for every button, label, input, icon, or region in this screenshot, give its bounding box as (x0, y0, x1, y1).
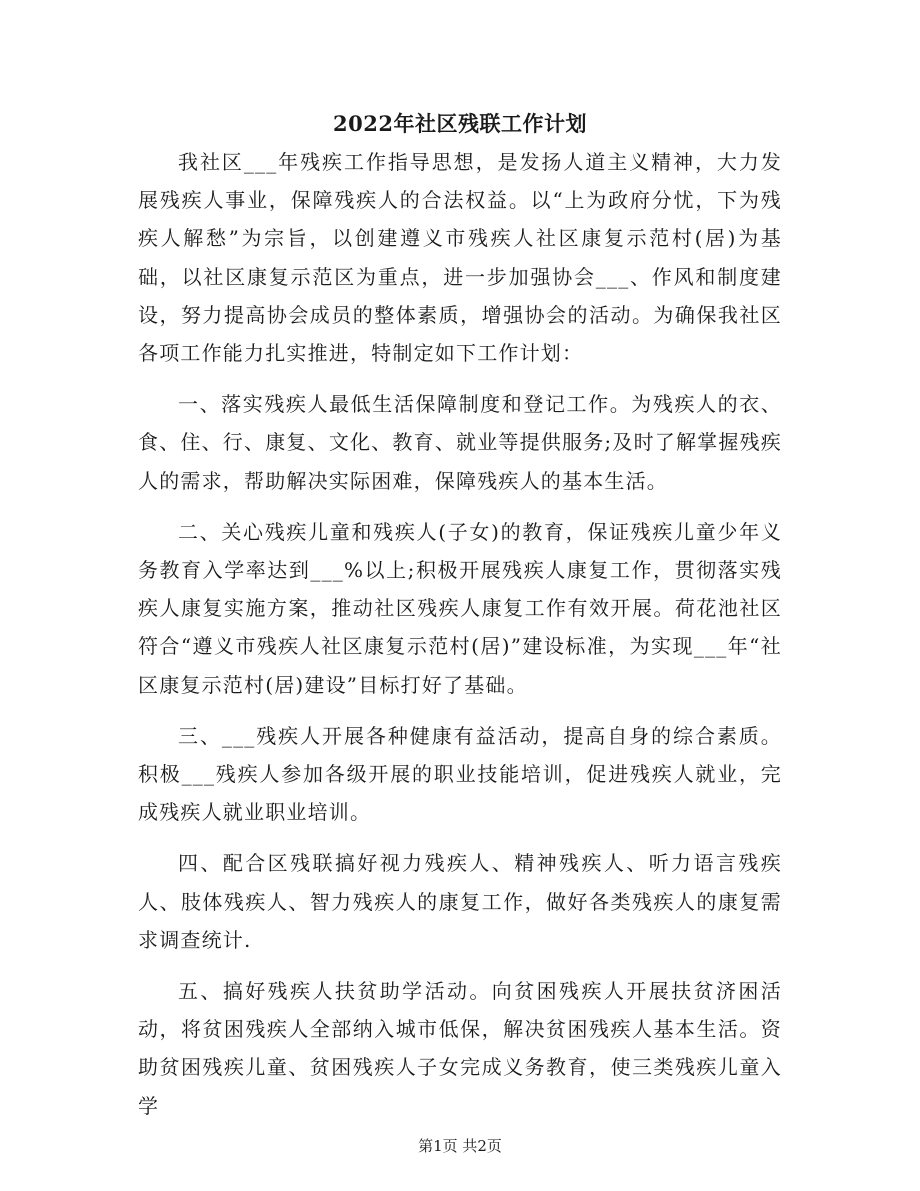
document-body (138, 143, 782, 1138)
paragraph-item-5: 五、搞好残疾人扶贫助学活动。向贫困残疾人开展扶贫济困活动，将贫困残疾人全部纳入城市低保，解决贫困残疾人基本生活。资助贫困残疾儿童、贫困残疾人子女完成义务教育，使三类残疾儿童入学 (138, 979, 782, 1118)
document-title: 2022年社区残联工作计划 (333, 111, 587, 136)
paragraph-intro: 我社区___年残疾工作指导思想，是发扬人道主义精神，大力发展残疾人事业，保障残疾人的合法权益。以“上为政府分忧，下为残疾人解愁”为宗旨，以创建遵义市残疾人社区康复示范村(居)为基础，以社区康复示范区为重点，进一步加强协会___、作风和制度建设，努力提高协会成员的整体素质，增强协会的活动。为确保我社区各项工作能力扎实推进，特制定如下工作计划： (138, 150, 782, 366)
paragraph-item-2: 二、关心残疾儿童和残疾人(子女)的教育，保证残疾儿童少年义务教育入学率达到___%以上;积极开展残疾人康复工作，贯彻落实残疾人康复实施方案，推动社区残疾人康复工作有效开展。荷花池社区符合“遵义市残疾人社区康复示范村(居)”建设标准，为实现___年“社区康复示范村(居)建设”目标打好了基础。 (138, 519, 782, 697)
paragraph-item-3: 三、___残疾人开展各种健康有益活动，提高自身的综合素质。积极___残疾人参加各级开展的职业技能培训，促进残疾人就业，完成残疾人就业职业培训。 (138, 723, 782, 825)
page-number: 第1页 共2页 (418, 1137, 502, 1155)
paragraph-item-4: 四、配合区残联搞好视力残疾人、精神残疾人、听力语言残疾人、肢体残疾人、智力残疾人的康复工作，做好各类残疾人的康复需求调查统计. (138, 851, 782, 952)
paragraph-item-1: 一、落实残疾人最低生活保障制度和登记工作。为残疾人的衣、食、住、行、康复、文化、教育、就业等提供服务;及时了解掌握残疾人的需求，帮助解决实际困难，保障残疾人的基本生活。 (138, 392, 782, 493)
